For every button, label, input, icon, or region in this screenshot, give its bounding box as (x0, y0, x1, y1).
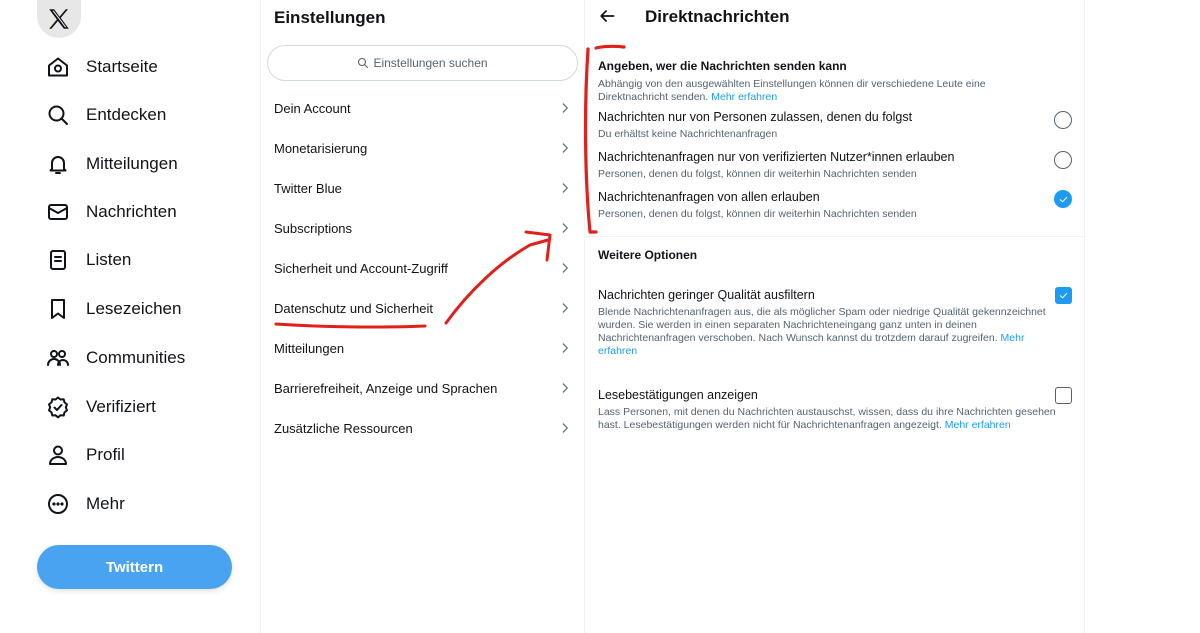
bell-icon (46, 152, 70, 176)
nav-item-label: Nachrichten (86, 202, 177, 221)
settings-item-notifications[interactable] (261, 328, 584, 368)
nav-item-label: Lesezeichen (86, 299, 182, 318)
more-icon (46, 492, 70, 516)
page-title: Direktnachrichten (645, 7, 790, 26)
bookmark-icon (46, 297, 70, 321)
option-verified-only[interactable] (598, 150, 1072, 181)
back-arrow-icon[interactable] (597, 6, 617, 26)
option-subtitle-text: Lass Personen, mit denen du Nachrichten austauschst, wissen, dass du ihre Nachrichten gesehen hast. Lesebestätigungen werden nicht für Nachrichtenanfragen angezeigt. (598, 406, 1056, 431)
chevron-right-icon (558, 341, 572, 355)
chevron-right-icon (558, 381, 572, 395)
primary-navigation (0, 0, 261, 633)
option-read-receipts[interactable] (598, 388, 1072, 432)
option-title: Nachrichten nur von Personen zulassen, denen du folgst (598, 110, 913, 124)
chevron-right-icon (558, 181, 572, 195)
option-subtitle-text: Blende Nachrichtenanfragen aus, die als möglicher Spam oder niedrige Qualität gekennzeichnet wurden. Sie werden in einen separaten Nachrichteneingang ganz unten in deinen Nachrichtenanfragen verschoben. Nach Wunsch kannst du trotzdem darauf zugreifen. (598, 306, 1046, 344)
nav-item-label: Mehr (86, 494, 125, 513)
settings-item-resources[interactable] (261, 408, 584, 448)
nav-item-label: Startseite (86, 57, 158, 76)
settings-item-label: Zusätzliche Ressourcen (274, 420, 413, 436)
option-title: Nachrichten geringer Qualität ausfiltern (598, 288, 815, 302)
radio-button[interactable] (1054, 151, 1072, 169)
nav-item-home[interactable] (46, 52, 158, 82)
settings-item-label: Monetarisierung (274, 140, 368, 156)
section-title-who-can-message: Angeben, wer die Nachrichten senden kann (598, 59, 847, 73)
section-title-more-options: Weitere Optionen (598, 248, 698, 262)
nav-item-messages[interactable] (46, 197, 177, 227)
nav-item-explore[interactable] (46, 100, 166, 130)
settings-item-label: Barrierefreiheit, Anzeige und Sprachen (274, 380, 498, 396)
nav-item-communities[interactable] (46, 343, 185, 373)
settings-column (261, 0, 585, 633)
nav-item-notifications[interactable] (46, 149, 178, 179)
checkmark-icon (1058, 194, 1069, 205)
option-title: Lesebestätigungen anzeigen (598, 388, 758, 402)
checkbox-checked[interactable] (1055, 287, 1072, 304)
chevron-right-icon (558, 301, 572, 315)
option-subtitle: Du erhältst keine Nachrichtenanfragen (598, 128, 778, 140)
settings-item-security[interactable] (261, 248, 584, 288)
checkmark-icon (1058, 290, 1069, 301)
option-subtitle (598, 306, 1060, 358)
option-subtitle: Personen, denen du folgst, können dir weiterhin Nachrichten senden (598, 168, 917, 180)
settings-item-monetization[interactable] (261, 128, 584, 168)
people-icon (46, 346, 70, 370)
settings-item-twitter-blue[interactable] (261, 168, 584, 208)
settings-item-label: Sicherheit und Account-Zugriff (274, 260, 448, 276)
chevron-right-icon (558, 261, 572, 275)
option-followed-only[interactable] (598, 110, 1072, 141)
option-subtitle: Personen, denen du folgst, können dir weiterhin Nachrichten senden (598, 208, 917, 220)
learn-more-link[interactable]: Mehr erfahren (711, 91, 778, 103)
settings-item-label: Dein Account (274, 100, 351, 116)
list-icon (46, 248, 70, 272)
chevron-right-icon (558, 141, 572, 155)
settings-item-label: Twitter Blue (274, 180, 342, 196)
nav-item-profile[interactable] (46, 440, 125, 470)
envelope-icon (46, 200, 70, 224)
nav-item-label: Listen (86, 250, 132, 269)
settings-item-label: Datenschutz und Sicherheit (274, 300, 433, 316)
nav-item-label: Mitteilungen (86, 154, 178, 173)
radio-button-selected[interactable] (1054, 190, 1072, 208)
learn-more-link[interactable]: Mehr erfahren (944, 419, 1011, 431)
search-placeholder: Einstellungen suchen (373, 56, 488, 70)
settings-search-input[interactable] (267, 45, 578, 81)
option-everyone[interactable] (598, 190, 1072, 221)
option-quality-filter[interactable] (598, 288, 1072, 358)
chevron-right-icon (558, 421, 572, 435)
nav-item-label: Communities (86, 348, 186, 367)
section-divider (585, 236, 1084, 237)
settings-item-accessibility[interactable] (261, 368, 584, 408)
person-icon (46, 443, 70, 467)
tweet-button[interactable]: Twittern (37, 545, 232, 589)
nav-item-bookmarks[interactable] (46, 294, 181, 324)
direct-messages-settings (585, 0, 1085, 633)
settings-title: Einstellungen (274, 8, 386, 27)
x-logo-icon[interactable] (37, 0, 81, 38)
settings-item-account[interactable] (261, 88, 584, 128)
nav-item-verified[interactable] (46, 392, 156, 422)
settings-item-label: Mitteilungen (274, 340, 345, 356)
search-icon (46, 103, 70, 127)
home-icon (46, 55, 70, 79)
chevron-right-icon (558, 221, 572, 235)
verified-icon (46, 395, 70, 419)
nav-item-lists[interactable] (46, 245, 131, 275)
settings-item-subscriptions[interactable] (261, 208, 584, 248)
option-subtitle (598, 406, 1060, 432)
section-description-text: Abhängig von den ausgewählten Einstellungen können dir verschiedene Leute eine Direktnachricht senden. (598, 78, 986, 103)
section-description (598, 78, 1038, 104)
settings-item-privacy[interactable] (261, 288, 584, 328)
option-title: Nachrichtenanfragen von allen erlauben (598, 190, 820, 204)
nav-item-label: Entdecken (86, 105, 167, 124)
learn-more-link[interactable]: Mehr erfahren (598, 332, 1025, 357)
radio-button[interactable] (1054, 111, 1072, 129)
settings-item-label: Subscriptions (274, 220, 353, 236)
nav-item-label: Profil (86, 445, 125, 464)
nav-item-label: Verifiziert (86, 397, 156, 416)
nav-item-more[interactable] (46, 489, 125, 519)
checkbox[interactable] (1055, 387, 1072, 404)
chevron-right-icon (558, 101, 572, 115)
option-title: Nachrichtenanfragen nur von verifizierten Nutzer*innen erlauben (598, 150, 955, 164)
search-icon (357, 57, 369, 69)
